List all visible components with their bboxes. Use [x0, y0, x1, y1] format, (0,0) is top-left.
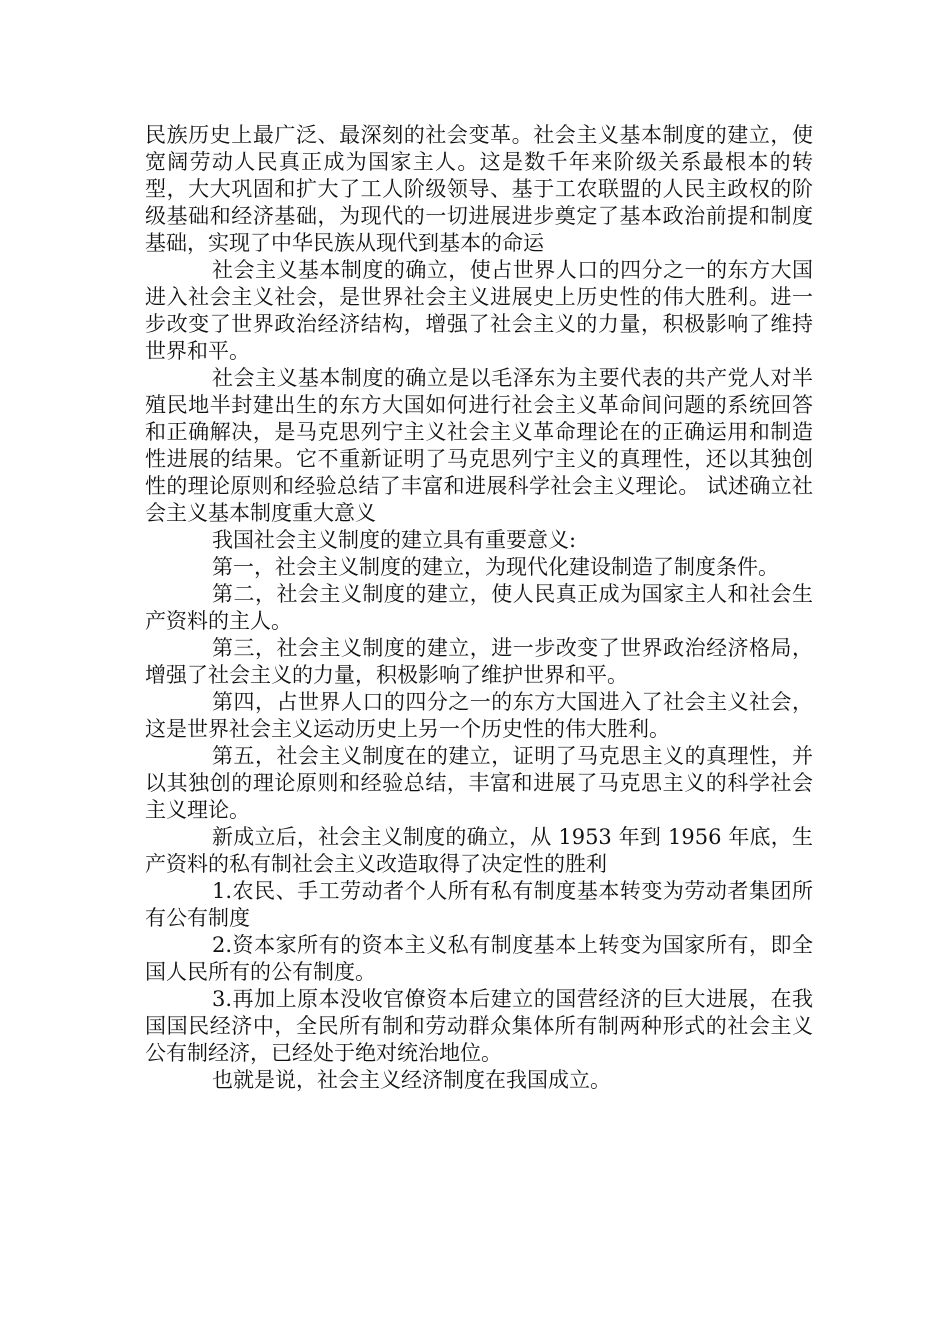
- document-body: [145, 122, 813, 1094]
- paragraph-point-four: 第四，占世界人口的四分之一的东方大国进入了社会主义社会，这是世界社会主义运动历史上另一个历史性的伟大胜利。: [145, 690, 813, 741]
- paragraph-point-one: 第一，社会主义制度的建立，为现代化建设制造了制度条件。: [212, 555, 779, 579]
- paragraph-point-two: 第二，社会主义制度的建立，使人民真正成为国家主人和社会生产资料的主人。: [145, 582, 813, 633]
- paragraph-point-three: 第三，社会主义制度的建立，进一步改变了世界政治经济格局，增强了社会主义的力量，积极影响了维护世界和平。: [145, 636, 813, 687]
- paragraph-importance-intro: 我国社会主义制度的建立具有重要意义:: [212, 528, 577, 552]
- paragraph-transformation-summary: 新成立后，社会主义制度的确立，从 1953 年到 1956 年底，生产资料的私有制社会主义改造取得了决定性的胜利: [145, 825, 813, 876]
- paragraph-point-five: 第五，社会主义制度在的建立，证明了马克思主义的真理性，并以其独创的理论原则和经验总结，丰富和进展了马克思主义的科学社会主义理论。: [145, 744, 813, 822]
- paragraph-world-significance: 社会主义基本制度的确立，使占世界人口的四分之一的东方大国进入社会主义社会，是世界社会主义进展史上历史性的伟大胜利。进一步改变了世界政治经济结构，增强了社会主义的力量，积极影响了维持世界和平。: [145, 258, 813, 363]
- paragraph-theory-significance: 社会主义基本制度的确立是以毛泽东为主要代表的共产党人对半殖民地半封建出生的东方大国如何进行社会主义革命间问题的系统回答和正确解决，是马克思列宁主义社会主义革命理论在的正确运用和制造性进展的结果。它不重新证明了马克思列宁主义的真理性，还以其独创性的理论原则和经验总结了丰富和进展科学社会主义理论。 试述确立社会主义基本制度重大意义: [145, 366, 813, 525]
- paragraph-conclusion: 也就是说，社会主义经济制度在我国成立。: [212, 1068, 611, 1092]
- paragraph-list-item-one: 1.农民、手工劳动者个人所有私有制度基本转变为劳动者集团所有公有制度: [145, 879, 813, 930]
- paragraph-revolution-significance: 民族历史上最广泛、最深刻的社会变革。社会主义基本制度的建立，使宽阔劳动人民真正成为国家主人。这是数千年来阶级关系最根本的转型，大大巩固和扩大了工人阶级领导、基于工农联盟的人民主政权的阶级基础和经济基础，为现代的一切进展进步奠定了基本政治前提和制度基础，实现了中华民族从现代到基本的命运: [145, 123, 813, 255]
- paragraph-list-item-two: 2.资本家所有的资本主义私有制度基本上转变为国家所有，即全国人民所有的公有制度。: [145, 933, 813, 984]
- paragraph-list-item-three: 3.再加上原本没收官僚资本后建立的国营经济的巨大进展，在我国国民经济中，全民所有制和劳动群众集体所有制两种形式的社会主义公有制经济，已经处于绝对统治地位。: [145, 987, 813, 1065]
